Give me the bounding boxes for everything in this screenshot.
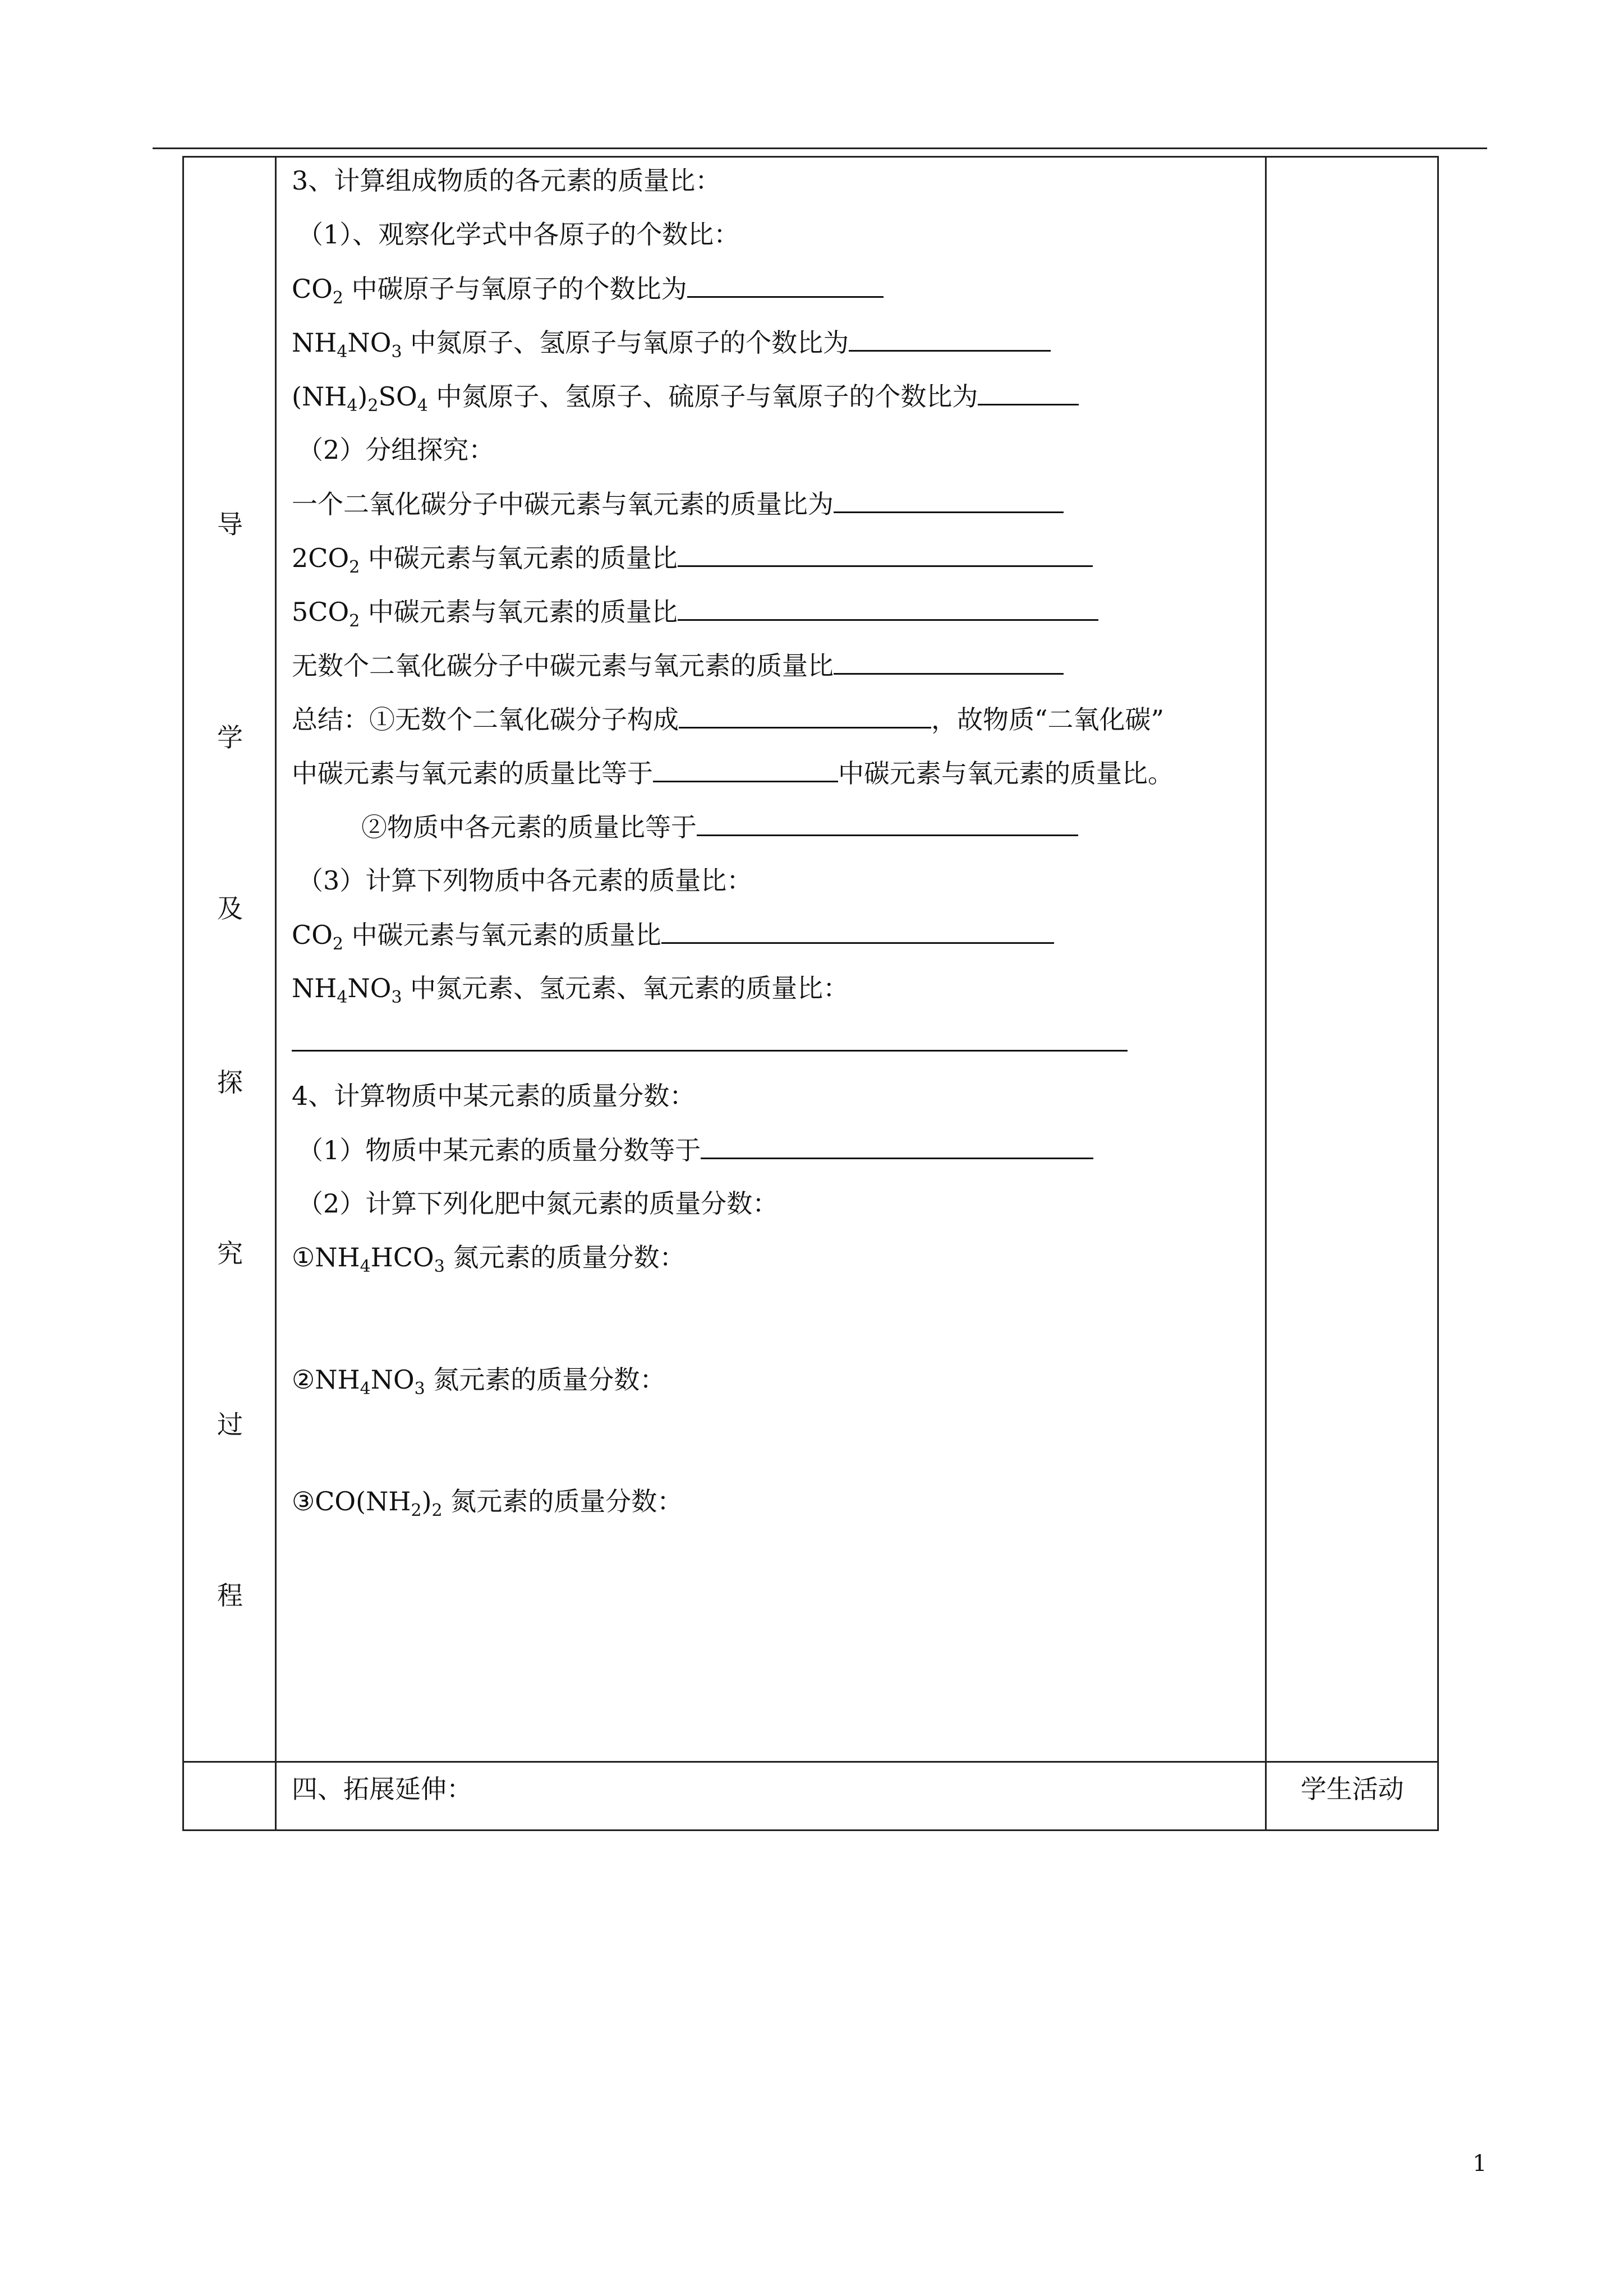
section3-sub3: （3）计算下列物质中各元素的质量比： (297, 865, 753, 896)
question-text: 氮元素的质量分数： (442, 1486, 683, 1516)
table-col-divider-right (1265, 156, 1267, 1831)
answer-blank[interactable] (687, 270, 884, 298)
answer-blank[interactable] (292, 1024, 1128, 1052)
section3-heading: 3、计算组成物质的各元素的质量比： (292, 165, 721, 196)
summary-text: 总结：①无数个二氧化碳分子构成 (292, 704, 679, 735)
five-co2-ratio (292, 593, 1098, 629)
question-text: 中氮原子、氢原子与氧原子的个数比为 (402, 328, 849, 358)
question-nh4no3 (292, 1362, 665, 1398)
answer-blank[interactable] (678, 593, 1098, 621)
formula-text: ) (421, 1486, 432, 1516)
question-text: 中碳元素与氧元素的质量比 (360, 543, 678, 573)
formula-text: CO (292, 920, 333, 950)
header-rule (153, 147, 1487, 149)
formula-subscript: 4 (337, 988, 348, 1007)
section4-heading: 4、计算物质中某元素的质量分数： (292, 1081, 696, 1111)
answer-blank[interactable] (661, 916, 1054, 944)
table-row-divider (182, 1761, 1439, 1763)
formula-subscript: 2 (411, 1501, 422, 1520)
formula-subscript: 4 (360, 1257, 371, 1276)
formula-subscript: 2 (349, 611, 360, 631)
formula-subscript: 3 (434, 1257, 445, 1276)
side-label-char: 探 (217, 1067, 243, 1098)
two-co2-ratio (292, 540, 1093, 575)
formula-text: HCO (370, 1242, 434, 1273)
many-co2-ratio (292, 647, 1064, 683)
formula-subscript: 4 (337, 342, 348, 362)
formula-text: SO (378, 381, 417, 412)
section4-sub1 (297, 1132, 1093, 1168)
question-text: 氮元素的质量分数： (425, 1364, 666, 1395)
question-text: 一个二氧化碳分子中碳元素与氧元素的质量比为 (292, 489, 834, 519)
formula-subscript: 3 (391, 988, 402, 1007)
question-text: 中碳元素与氧元素的质量比 (343, 920, 661, 950)
answer-blank[interactable] (678, 540, 1093, 567)
answer-blank[interactable] (834, 486, 1064, 513)
answer-blank[interactable] (849, 324, 1051, 352)
formula-subscript: 2 (367, 396, 379, 416)
side-label-char: 导 (217, 509, 243, 540)
summary1-line2 (292, 755, 1174, 791)
question-nh4hco3 (292, 1239, 685, 1275)
question-text: 中碳原子与氧原子的个数比为 (343, 274, 687, 304)
answer-blank[interactable] (697, 809, 1078, 836)
formula-text: 2CO (292, 543, 349, 573)
summary-text: 中碳元素与氧元素的质量比。 (838, 758, 1174, 789)
summary-text: ，故物质“二氧化碳” (931, 704, 1165, 735)
answer-blank[interactable] (978, 378, 1079, 405)
question-text: 氮元素的质量分数： (444, 1242, 686, 1273)
side-label-char: 过 (217, 1409, 243, 1440)
formula-text: NO (347, 328, 392, 358)
answer-blank[interactable] (653, 755, 838, 782)
formula-text: ) (357, 381, 368, 412)
formula-subscript: 3 (414, 1379, 425, 1399)
section3-sub2: （2）分组探究： (297, 435, 495, 465)
formula-subscript: 4 (417, 396, 428, 416)
summary1-line1 (292, 701, 1164, 737)
formula-subscript: 2 (332, 288, 344, 308)
co2-mass-ratio (292, 916, 1054, 952)
formula-subscript: 2 (349, 557, 360, 577)
one-co2-ratio (292, 486, 1064, 522)
section4-sub2: （2）计算下列化肥中氮元素的质量分数： (297, 1188, 779, 1219)
formula-subscript: 2 (332, 934, 344, 954)
formula-text: NO (370, 1364, 415, 1395)
nh4no3-atom-ratio (292, 324, 1051, 360)
table-col-divider-left (275, 156, 277, 1831)
summary-text: 中碳元素与氧元素的质量比等于 (292, 758, 653, 789)
nh4no3-mass-answer (292, 1024, 1128, 1060)
question-text: 中碳元素与氧元素的质量比 (360, 597, 678, 627)
side-label-char: 学 (217, 722, 243, 753)
side-label-char: 究 (217, 1238, 243, 1269)
summary2 (361, 809, 1078, 845)
student-activity-label: 学生活动 (1300, 1774, 1404, 1804)
formula-subscript: 4 (360, 1379, 371, 1399)
extension-section-title: 四、拓展延伸： (292, 1774, 472, 1804)
question-text: （1）物质中某元素的质量分数等于 (297, 1135, 701, 1165)
formula-text: NH (292, 328, 337, 358)
question-text: 中氮元素、氢元素、氧元素的质量比： (402, 973, 849, 1003)
section3-sub1: （1）、观察化学式中各原子的个数比： (297, 219, 740, 250)
formula-text: ①NH (292, 1242, 360, 1273)
answer-blank[interactable] (701, 1132, 1093, 1159)
side-label-char: 及 (217, 893, 243, 924)
formula-text: 5CO (292, 597, 349, 627)
formula-text: (NH (292, 381, 347, 412)
question-text: 无数个二氧化碳分子中碳元素与氧元素的质量比 (292, 651, 834, 681)
co2-atom-ratio (292, 270, 884, 306)
formula-text: CO (292, 274, 333, 304)
formula-text: ③CO(NH (292, 1486, 411, 1516)
formula-text: ②NH (292, 1364, 360, 1395)
side-label-char: 程 (217, 1580, 243, 1611)
page-number: 1 (1473, 2151, 1487, 2177)
answer-blank[interactable] (834, 647, 1064, 675)
answer-blank[interactable] (679, 701, 931, 729)
summary-text: ②物质中各元素的质量比等于 (361, 812, 697, 842)
question-urea (292, 1483, 683, 1519)
nh4no3-mass-ratio (292, 970, 849, 1006)
formula-subscript: 4 (347, 396, 358, 416)
question-text: 中氮原子、氢原子、硫原子与氧原子的个数比为 (427, 381, 978, 412)
formula-subscript: 3 (391, 342, 402, 362)
nh42so4-atom-ratio (292, 378, 1079, 414)
formula-text: NO (347, 973, 392, 1003)
formula-subscript: 2 (431, 1501, 443, 1520)
formula-text: NH (292, 973, 337, 1003)
